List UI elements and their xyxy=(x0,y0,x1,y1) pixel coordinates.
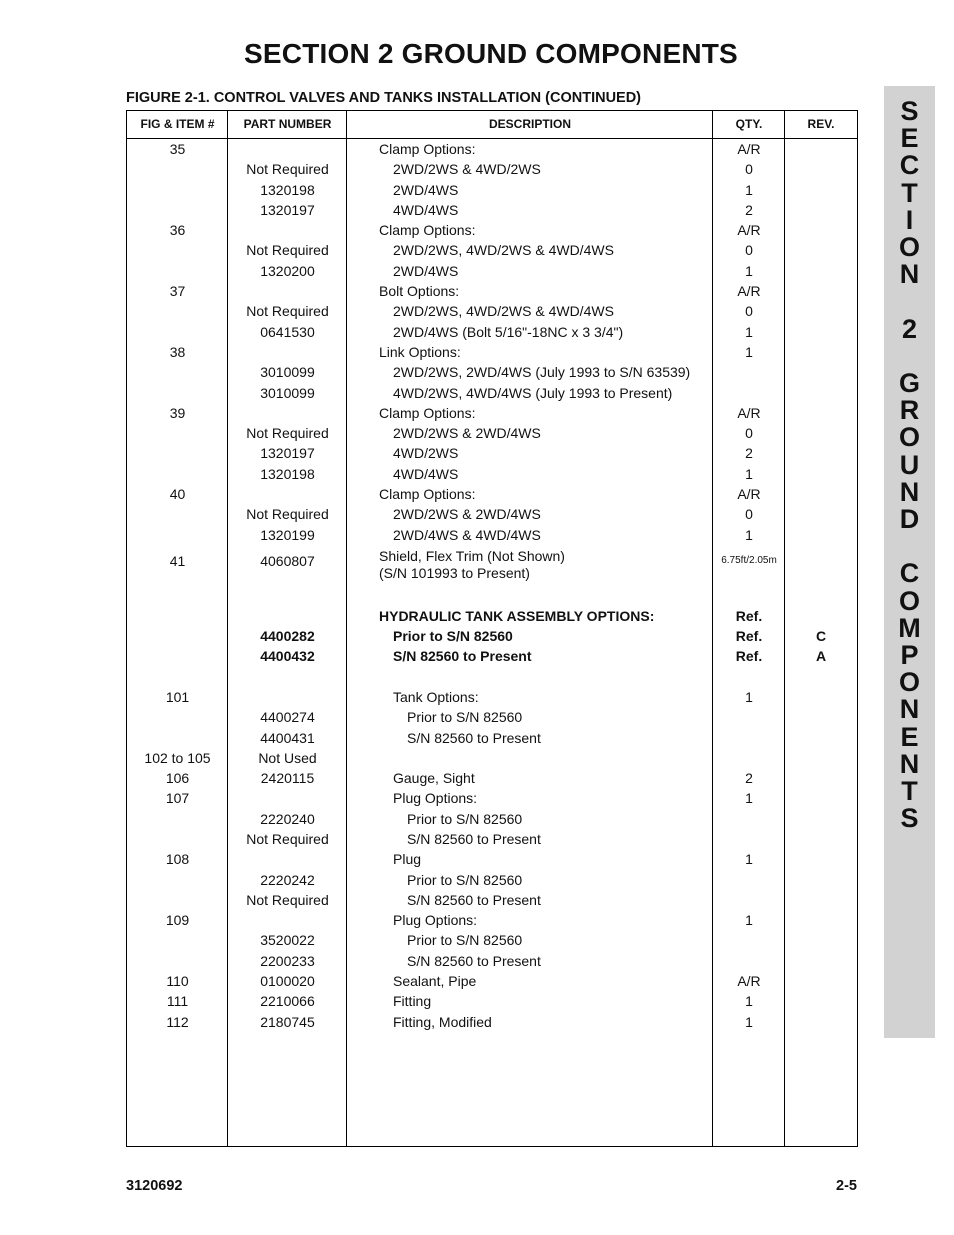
side-tab-letter: I xyxy=(905,204,914,235)
fig-item-cell: 108 xyxy=(165,851,190,868)
qty-cell: 2 xyxy=(745,770,753,787)
table-row xyxy=(127,281,857,301)
part-number-cell: Not Required xyxy=(246,242,329,259)
description-cell: Plug xyxy=(393,851,422,868)
description-cell: Plug Options: xyxy=(393,912,478,929)
description-cell: Bolt Options: xyxy=(379,283,460,300)
spacer-row xyxy=(127,667,857,687)
qty-cell: 0 xyxy=(745,425,753,442)
description-cell: Clamp Options: xyxy=(379,141,476,157)
figure-title: FIGURE 2-1. CONTROL VALVES AND TANKS INSTALLATION (CONTINUED) xyxy=(126,90,642,106)
part-number-cell: 1320197 xyxy=(260,445,315,462)
part-number-cell: Not Required xyxy=(246,303,329,320)
table-row xyxy=(127,687,857,707)
side-tab-letter: R xyxy=(899,395,920,426)
header-qty: QTY. xyxy=(735,117,763,131)
table-row xyxy=(127,261,857,281)
side-tab-letter: N xyxy=(899,259,920,290)
part-number-cell: Not Required xyxy=(246,831,329,847)
qty-cell: 1 xyxy=(745,688,753,705)
table-body xyxy=(127,139,857,1032)
qty-cell: 1 xyxy=(745,851,753,868)
page-title: SECTION 2 GROUND COMPONENTS xyxy=(244,38,738,69)
qty-cell: 6.75ft/2.05m xyxy=(721,554,777,566)
side-tab-letter: O xyxy=(898,585,920,616)
side-tab-letter: N xyxy=(899,748,920,779)
description-cell: 2WD/4WS xyxy=(393,262,459,279)
page-number: 2-5 xyxy=(836,1178,857,1194)
qty-cell: A/R xyxy=(737,486,761,503)
side-tab-letter: T xyxy=(901,177,918,208)
side-tab-letter: N xyxy=(899,476,920,507)
side-tab-letter: E xyxy=(900,123,919,154)
qty-cell: 2 xyxy=(745,445,753,462)
fig-item-cell: 38 xyxy=(169,343,186,360)
table-row xyxy=(127,971,857,991)
qty-cell: 1 xyxy=(745,323,753,340)
qty-cell: 1 xyxy=(745,526,753,543)
description-cell: 2WD/4WS xyxy=(393,181,459,198)
table-row xyxy=(127,910,857,930)
table-row xyxy=(127,890,857,910)
fig-item-cell: 36 xyxy=(169,222,186,239)
side-tab-letter: O xyxy=(898,422,920,453)
table-row xyxy=(127,200,857,220)
fig-item-cell: 109 xyxy=(165,912,190,929)
description-cell: Prior to S/N 82560 xyxy=(393,628,513,645)
table-row xyxy=(127,646,857,666)
header-description: DESCRIPTION xyxy=(488,117,571,131)
description-cell: Tank Options: xyxy=(393,688,479,705)
description-cell: Link Options: xyxy=(379,343,461,360)
description-cell: S/N 82560 to Present xyxy=(407,952,541,969)
description-cell: Plug Options: xyxy=(393,790,478,807)
rev-cell: A xyxy=(815,648,827,665)
fig-item-cell: 37 xyxy=(169,283,186,300)
description-cell: S/N 82560 to Present xyxy=(393,648,532,665)
qty-cell: 1 xyxy=(745,465,753,482)
table-row xyxy=(127,545,857,586)
fig-item-cell: 39 xyxy=(169,404,186,421)
description-cell: 4WD/4WS xyxy=(393,201,459,218)
table-row xyxy=(127,930,857,950)
side-tab-letter: O xyxy=(898,667,920,698)
description-cell: Fitting, Modified xyxy=(393,1013,492,1030)
side-tab-letter: C xyxy=(899,558,920,589)
part-number-cell: 4400274 xyxy=(260,709,315,726)
part-number-cell: Not Required xyxy=(246,161,329,178)
side-tab-letter: G xyxy=(898,368,920,399)
description-cell: 2WD/2WS & 4WD/2WS xyxy=(393,161,541,178)
qty-cell: 1 xyxy=(745,181,753,198)
table-row xyxy=(127,768,857,788)
side-tab-letter xyxy=(884,288,935,315)
part-number-cell: 4400282 xyxy=(260,628,315,645)
rev-cell: C xyxy=(815,628,827,645)
description-cell: 2WD/4WS & 4WD/4WS xyxy=(393,526,541,543)
table-row xyxy=(127,809,857,829)
part-number-cell: 4060807 xyxy=(260,552,315,569)
table-row xyxy=(127,606,857,626)
part-number-cell: 1320198 xyxy=(260,181,315,198)
qty-cell: 0 xyxy=(745,506,753,523)
qty-cell: Ref. xyxy=(735,607,763,624)
part-number-cell: 2210066 xyxy=(260,993,315,1010)
table-row xyxy=(127,301,857,321)
description-cell: 4WD/4WS xyxy=(393,465,459,482)
fig-item-cell: 35 xyxy=(169,141,186,157)
qty-cell: 1 xyxy=(745,993,753,1010)
description-cell: 2WD/2WS, 4WD/2WS & 4WD/4WS xyxy=(393,242,614,259)
table-row xyxy=(127,829,857,849)
part-number-cell: 3010099 xyxy=(260,364,315,381)
table-row xyxy=(127,240,857,260)
part-number-cell: Not Required xyxy=(246,506,329,523)
part-number-cell: 1320197 xyxy=(260,201,315,218)
part-number-cell: Not Used xyxy=(258,749,317,766)
description-cell: HYDRAULIC TANK ASSEMBLY OPTIONS: xyxy=(379,607,655,624)
side-tab-letter: M xyxy=(898,612,921,643)
fig-item-cell: 102 to 105 xyxy=(144,749,211,766)
part-number-cell: 1320198 xyxy=(260,465,315,482)
part-number-cell: 3010099 xyxy=(260,384,315,401)
qty-cell: 1 xyxy=(745,790,753,807)
side-tab-letter: O xyxy=(898,232,920,263)
qty-cell: 2 xyxy=(745,201,753,218)
side-tab-letter: C xyxy=(899,150,920,181)
table-row xyxy=(127,322,857,342)
side-tab-letter: S xyxy=(900,803,919,834)
part-number-cell: Not Required xyxy=(246,425,329,442)
table-row xyxy=(127,504,857,524)
side-tab-letter: D xyxy=(899,504,920,535)
fig-item-cell: 40 xyxy=(169,486,186,503)
side-tab-letters xyxy=(884,98,935,832)
table-row xyxy=(127,423,857,443)
table-row xyxy=(127,748,857,768)
table-row xyxy=(127,525,857,545)
section-side-tab xyxy=(884,86,935,1038)
side-tab-letter: 2 xyxy=(901,313,918,344)
header-rev: REV. xyxy=(807,117,835,131)
qty-cell: Ref. xyxy=(735,628,763,645)
part-number-cell: 0100020 xyxy=(260,973,315,990)
fig-item-cell: 41 xyxy=(169,552,186,569)
side-tab-letter: U xyxy=(899,449,920,480)
side-tab-letter: T xyxy=(901,776,918,807)
part-number-cell: 1320199 xyxy=(260,526,315,543)
table-row xyxy=(127,991,857,1011)
qty-cell: 1 xyxy=(745,912,753,929)
part-number-cell: 2220240 xyxy=(260,810,315,827)
part-number-cell: 4400431 xyxy=(260,729,315,746)
side-tab-letter: N xyxy=(899,694,920,725)
part-number-cell: 1320200 xyxy=(260,262,315,279)
fig-item-cell: 106 xyxy=(165,770,190,787)
part-number-cell: 2180745 xyxy=(260,1013,315,1030)
description-cell: Prior to S/N 82560 xyxy=(407,709,523,726)
qty-cell: A/R xyxy=(737,283,761,300)
description-cell: 2WD/2WS, 2WD/4WS (July 1993 to S/N 63539) xyxy=(393,364,691,381)
table-row xyxy=(127,403,857,423)
header-part-number: PART NUMBER xyxy=(243,117,332,131)
fig-item-cell: 110 xyxy=(166,973,189,990)
description-cell: Prior to S/N 82560 xyxy=(407,871,523,888)
side-tab-letter xyxy=(884,533,935,560)
document-number: 3120692 xyxy=(126,1178,183,1194)
qty-cell: 1 xyxy=(745,343,753,360)
side-tab-letter: E xyxy=(900,721,919,752)
description-cell: Clamp Options: xyxy=(379,486,476,503)
table-row xyxy=(127,220,857,240)
description-cell: 2WD/2WS & 2WD/4WS xyxy=(393,425,541,442)
description-cell: 4WD/2WS xyxy=(393,445,459,462)
qty-cell: 0 xyxy=(745,242,753,259)
table-row xyxy=(127,342,857,362)
qty-cell: 1 xyxy=(745,1013,753,1030)
table-row xyxy=(127,484,857,504)
table-row xyxy=(127,707,857,727)
fig-item-cell: 107 xyxy=(165,790,190,807)
table-row xyxy=(127,362,857,382)
table-row xyxy=(127,728,857,748)
description-cell: 2WD/2WS, 4WD/2WS & 4WD/4WS xyxy=(393,303,614,320)
qty-cell: Ref. xyxy=(735,648,763,665)
qty-cell: 0 xyxy=(745,303,753,320)
fig-item-cell: 111 xyxy=(166,993,189,1010)
table-header-row xyxy=(127,111,857,139)
description-cell: Sealant, Pipe xyxy=(393,973,477,990)
description-cell: S/N 82560 to Present xyxy=(407,729,541,746)
parts-table xyxy=(126,110,858,1147)
description-cell: S/N 82560 to Present xyxy=(407,831,541,847)
part-number-cell: 3520022 xyxy=(260,932,315,949)
description-cell: 4WD/2WS, 4WD/4WS (July 1993 to Present) xyxy=(393,384,673,401)
part-number-cell: 2220242 xyxy=(260,871,315,888)
header-fig-item: FIG & ITEM # xyxy=(140,117,215,131)
table-row xyxy=(127,870,857,890)
table-row xyxy=(127,849,857,869)
qty-cell: A/R xyxy=(737,141,761,157)
table-row xyxy=(127,626,857,646)
table-row xyxy=(127,464,857,484)
qty-cell: A/R xyxy=(737,222,761,239)
table-row xyxy=(127,159,857,179)
fig-item-cell: 101 xyxy=(165,688,190,705)
description-cell: Clamp Options: xyxy=(379,222,476,239)
table-row xyxy=(127,383,857,403)
qty-cell: 1 xyxy=(745,262,753,279)
part-number-cell: 2420115 xyxy=(260,770,315,787)
description-cell: Prior to S/N 82560 xyxy=(407,932,523,949)
side-tab-letter xyxy=(884,343,935,370)
table-row xyxy=(127,139,857,159)
part-number-cell: 2200233 xyxy=(260,952,315,969)
description-cell: Gauge, Sight xyxy=(393,770,475,787)
description-cell: 2WD/2WS & 2WD/4WS xyxy=(393,506,541,523)
part-number-cell: Not Required xyxy=(246,891,329,908)
table-row xyxy=(127,788,857,808)
table-row xyxy=(127,951,857,971)
side-tab-letter: S xyxy=(900,96,919,126)
qty-cell: A/R xyxy=(737,973,761,990)
qty-cell: 0 xyxy=(745,161,753,178)
description-cell: S/N 82560 to Present xyxy=(407,891,541,908)
table-row xyxy=(127,443,857,463)
description-cell: Shield, Flex Trim (Not Shown) (S/N 101993 to Present) xyxy=(379,547,565,581)
table-row xyxy=(127,180,857,200)
description-cell: 2WD/4WS (Bolt 5/16"-18NC x 3 3/4") xyxy=(393,323,624,340)
qty-cell: A/R xyxy=(737,404,761,421)
table-row xyxy=(127,1012,857,1032)
part-number-cell: 4400432 xyxy=(260,648,315,665)
spacer-row xyxy=(127,585,857,605)
description-cell: Clamp Options: xyxy=(379,404,476,421)
side-tab-letter: P xyxy=(900,640,919,671)
part-number-cell: 0641530 xyxy=(260,323,315,340)
fig-item-cell: 112 xyxy=(166,1013,189,1030)
description-cell: Fitting xyxy=(393,993,432,1010)
description-cell: Prior to S/N 82560 xyxy=(407,810,523,827)
